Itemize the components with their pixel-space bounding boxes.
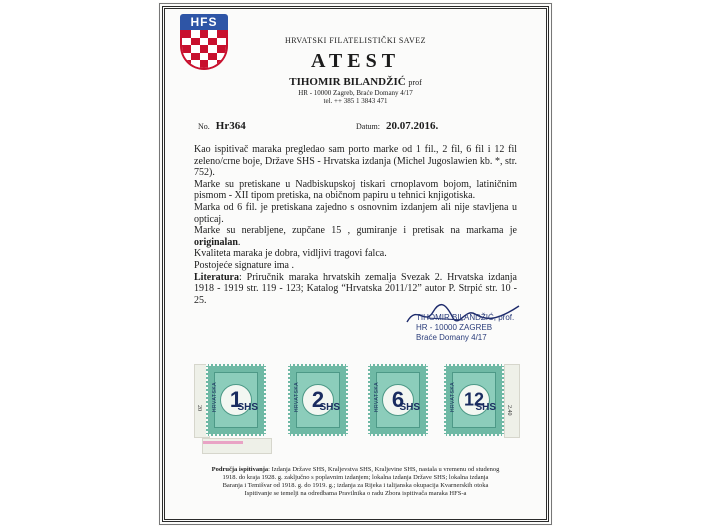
expert-name-text: TIHOMIR BILANDŽIĆ (289, 76, 406, 88)
stamp-overprint: SHS (475, 402, 496, 413)
stamp-line-street: Braće Domany 4/17 (416, 333, 487, 342)
expert-title: prof (408, 78, 422, 87)
sheet-margin-bottom (202, 438, 272, 454)
number-label: No. (198, 122, 210, 131)
date-label: Datum: (356, 122, 380, 131)
certificate-body (194, 144, 517, 306)
postage-due-stamp (444, 364, 504, 436)
address-line: HR - 10000 Zagreb, Braće Domany 4/17 (298, 89, 413, 97)
stamp-value: 2 (311, 387, 325, 412)
paragraph-6fil: Marka od 6 fil. je pretiskana zajedno s osnovnim izdanjem ali nije stavljena u opticaj. (194, 201, 517, 225)
sheet-margin-right (504, 364, 520, 438)
stamp-value: 6 (391, 387, 405, 412)
footer-line (188, 466, 523, 474)
postage-due-stamp (368, 364, 428, 436)
stamp-side-text: HRVATSKA (450, 382, 456, 413)
expert-address (158, 89, 553, 105)
stamp-line-name: TIHOMIR BILANDŽIĆ, prof. (416, 313, 515, 322)
society-name: HRVATSKI FILATELISTIČKI SAVEZ (284, 36, 427, 45)
condition-bold: originalan (194, 236, 238, 248)
footer-line4: Ispitivanje se temelji na odredbama Pravilnika o radu Zbora ispitivača maraka HFS-a (244, 490, 467, 497)
phone-line: tel. ++ 385 1 3843 471 (323, 97, 388, 105)
footer-line1: : Izdanja Države SHS, Kraljevstva SHS, Kraljevine SHS, nastala u vremenu od studenog (268, 466, 500, 473)
stamp-overprint: SHS (319, 402, 340, 413)
paragraph-printing: Marke su pretiskane u Nadbiskupskoj tiskari crnoplavom bojom, latiničnim pismom - XII tipom pretiska, na običnom papiru u tehnici knjigotiska. (194, 178, 517, 202)
paragraph-condition (194, 225, 517, 248)
footer-line3: Baranja i Temišvar od 1918. g. do 1919. g.; izdanja za Rijeka i talijanska okupacija Kvarnerskih otoka (222, 482, 489, 489)
postage-due-stamp (206, 364, 266, 436)
stamp-overprint: SHS (399, 402, 420, 413)
literature-label: Literatura (194, 271, 239, 283)
certificate (158, 2, 553, 526)
paragraph-signatures: Postojeće signature ima . (194, 259, 294, 271)
number-value: Hr364 (215, 120, 246, 132)
paragraph-quality: Kvaliteta maraka je dobra, vidljivi tragovi falca. (194, 248, 387, 260)
footer-scope (188, 466, 523, 498)
postage-due-stamp (288, 364, 348, 436)
document-title: ATEST (310, 50, 401, 72)
stamp-images (188, 364, 523, 452)
stamp-overprint: SHS (237, 402, 258, 413)
condition-text: Marke su nerabljene, zupčane 15 , gumiranje i pretisak na markama je (194, 225, 517, 237)
margin-number-right: 2.40 (506, 405, 512, 416)
certificate-number (198, 120, 246, 132)
footer-line2: 1918. do kraja 1928. g. zaključno s poplavnim izdanjem; lokalna izdanja Države SHS; lokalna izdanja (222, 474, 489, 481)
literature-text: : Priručnik maraka hrvatskih zemalja Svezak 2. Hrvatska izdanja 1918 - 1919 str. 119 - 123; Katalog “Hrvatska 2011/12” autor P. Strpić str. 10 - 25. (194, 271, 517, 306)
paragraph-description: Kao ispitivač maraka pregledao sam porto marke od 1 fil., 2 fil, 6 fil i 12 fil zeleno/crne boje, Države SHS - Hrvatska izdanja (Michel Jugoslawien kb. *, str. 752). (194, 144, 517, 179)
stamp-value: 12 (463, 389, 485, 410)
stamp-side-text: HRVATSKA (294, 382, 300, 413)
certificate-date (356, 120, 438, 132)
stamp-line-city: HR - 10000 ZAGREB (416, 323, 493, 332)
stamp-value: 1 (229, 387, 243, 412)
margin-number-left: 20 (196, 405, 202, 411)
stamp-side-text: HRVATSKA (212, 382, 218, 413)
footer-label: Područja ispitivanja (211, 466, 269, 473)
expert-stamp (416, 313, 514, 343)
date-value: 20.07.2016. (386, 120, 439, 132)
stamp-side-text: HRVATSKA (374, 382, 380, 413)
expert-name (158, 76, 553, 88)
logo-letters: HFS (180, 14, 228, 30)
condition-end: . (237, 236, 241, 248)
